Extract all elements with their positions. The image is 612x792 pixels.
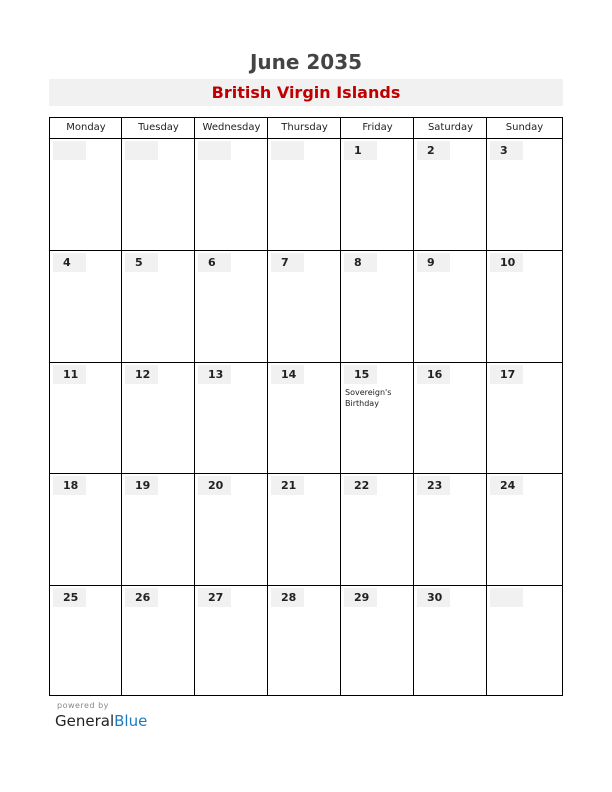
day-cell-1[interactable]: [341, 139, 413, 250]
region-banner: [49, 79, 563, 106]
day-cell-20[interactable]: [195, 474, 267, 585]
day-number: 4: [53, 253, 86, 272]
day-cell-14[interactable]: [268, 363, 340, 473]
weekday-tuesday: Tuesday: [138, 122, 179, 133]
day-number: 8: [344, 253, 377, 272]
day-cell-30[interactable]: [414, 586, 486, 694]
day-cell-18[interactable]: [50, 474, 121, 585]
day-cell-15[interactable]: [341, 363, 413, 473]
day-number: 28: [271, 588, 304, 607]
day-cell-29[interactable]: [341, 586, 413, 694]
day-number: 14: [271, 365, 304, 384]
day-number: 29: [344, 588, 377, 607]
calendar-title: June 2035: [249, 50, 363, 74]
weekday-thursday: Thursday: [281, 122, 328, 133]
empty-day-cell: [268, 139, 340, 250]
day-number: 18: [53, 476, 86, 495]
day-cell-7[interactable]: [268, 251, 340, 362]
day-cell-24[interactable]: [487, 474, 561, 585]
day-number: 3: [490, 141, 523, 160]
day-number: 1: [344, 141, 377, 160]
day-number: [53, 141, 86, 160]
day-cell-8[interactable]: [341, 251, 413, 362]
day-cell-22[interactable]: [341, 474, 413, 585]
day-number: 20: [198, 476, 231, 495]
day-number: 12: [125, 365, 158, 384]
generalblue-logo[interactable]: [55, 712, 147, 730]
day-number: 15: [344, 365, 377, 384]
holiday-event[interactable]: Sovereign's Birthday: [345, 388, 392, 408]
brand-general: General: [55, 712, 115, 730]
day-cell-25[interactable]: [50, 586, 121, 694]
day-number: 19: [125, 476, 158, 495]
day-cell-17[interactable]: [487, 363, 561, 473]
brand-blue: Blue: [114, 712, 148, 730]
day-number: 9: [417, 253, 450, 272]
day-number: 10: [490, 253, 523, 272]
day-cell-16[interactable]: [414, 363, 486, 473]
weekday-monday: Monday: [66, 122, 106, 133]
day-cell-21[interactable]: [268, 474, 340, 585]
day-number: 16: [417, 365, 450, 384]
day-number: 21: [271, 476, 304, 495]
day-cell-19[interactable]: [122, 474, 194, 585]
empty-day-cell: [487, 586, 561, 694]
day-number: 7: [271, 253, 304, 272]
day-cell-3[interactable]: [487, 139, 561, 250]
day-number: 22: [344, 476, 377, 495]
empty-day-cell: [195, 139, 267, 250]
day-cell-2[interactable]: [414, 139, 486, 250]
weekday-wednesday: Wednesday: [202, 122, 261, 133]
day-number: 30: [417, 588, 450, 607]
weekday-sunday: Sunday: [505, 122, 544, 133]
day-number: [271, 141, 304, 160]
empty-day-cell: [50, 139, 121, 250]
day-number: 11: [53, 365, 86, 384]
day-number: 13: [198, 365, 231, 384]
region-name: British Virgin Islands: [211, 83, 401, 102]
day-number: 6: [198, 253, 231, 272]
day-number: [125, 141, 158, 160]
day-cell-28[interactable]: [268, 586, 340, 694]
day-number: 2: [417, 141, 450, 160]
day-cell-11[interactable]: [50, 363, 121, 473]
day-number: [490, 588, 523, 607]
day-number: 25: [53, 588, 86, 607]
day-number: 5: [125, 253, 158, 272]
day-cell-27[interactable]: [195, 586, 267, 694]
day-cell-4[interactable]: [50, 251, 121, 362]
day-cell-10[interactable]: [487, 251, 561, 362]
day-number: 17: [490, 365, 523, 384]
day-cell-12[interactable]: [122, 363, 194, 473]
day-cell-9[interactable]: [414, 251, 486, 362]
calendar-grid: [49, 117, 563, 696]
day-cell-26[interactable]: [122, 586, 194, 694]
day-number: 24: [490, 476, 523, 495]
day-cell-13[interactable]: [195, 363, 267, 473]
day-cell-23[interactable]: [414, 474, 486, 585]
day-number: [198, 141, 231, 160]
empty-day-cell: [122, 139, 194, 250]
weekday-friday: Friday: [362, 122, 393, 133]
day-number: 27: [198, 588, 231, 607]
day-cell-6[interactable]: [195, 251, 267, 362]
weekday-saturday: Saturday: [427, 122, 474, 133]
day-number: 23: [417, 476, 450, 495]
day-cell-5[interactable]: [122, 251, 194, 362]
day-number: 26: [125, 588, 158, 607]
powered-by-label: powered by: [57, 701, 109, 710]
